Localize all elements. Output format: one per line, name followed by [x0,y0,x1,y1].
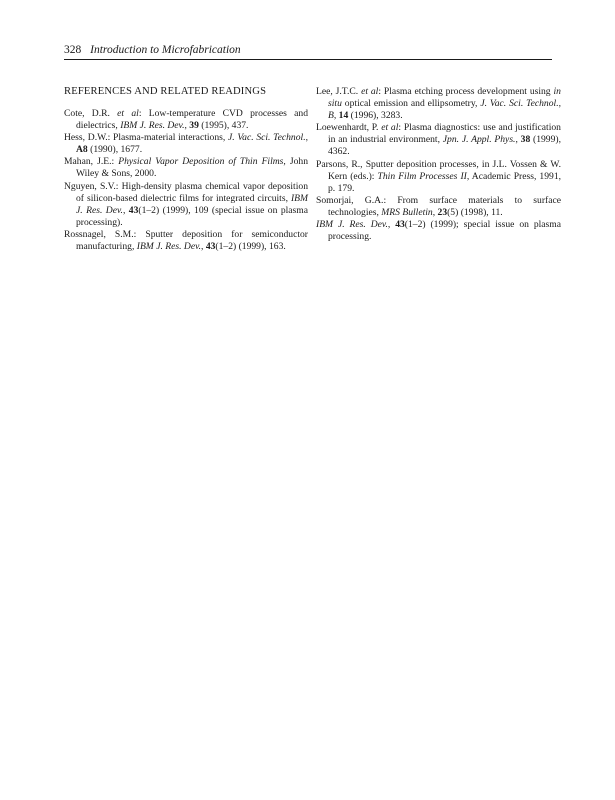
reference-entry: Cote, D.R. et al: Low-temperature CVD processes and dielectrics, IBM J. Res. Dev., 39 (1995), 437. [64,108,308,132]
section-heading: REFERENCES AND RELATED READINGS [64,86,267,97]
header-rule [64,59,552,60]
reference-entry: Mahan, J.E.: Physical Vapor Deposition of Thin Films, John Wiley & Sons, 2000. [64,156,308,180]
reference-entry: Lee, J.T.C. et al: Plasma etching process development using in situ optical emission and ellipsometry, J. Vac. Sci. Technol., B, 14 (1996), 3283. [316,86,561,122]
right-column [316,86,561,243]
reference-entry: IBM J. Res. Dev., 43(1–2) (1999); special issue on plasma processing. [316,219,562,243]
reference-entry: Parsons, R., Sputter deposition processes, in J.L. Vossen & W. Kern (eds.): Thin Film Processes II, Academic Press, 1991, p. 179. [316,158,562,194]
reference-entry: Loewenhardt, P. et al: Plasma diagnostics: use and justification in an industrial environment, Jpn. J. Appl. Phys., 38 (1999), 4362. [316,122,561,158]
reference-entry: Hess, D.W.: Plasma-material interactions, J. Vac. Sci. Technol., A8 (1990), 1677. [64,132,308,156]
running-header [64,44,552,57]
reference-entry: Nguyen, S.V.: High-density plasma chemical vapor deposition of silicon-based dielectric films for integrated circuits, IBM J. Res. Dev., 43(1–2) (1999), 109 (special issue on plasma processing). [64,180,309,228]
running-title: Introduction to Microfabrication [90,44,241,56]
reference-entry: Somorjai, G.A.: From surface materials to surface technologies, MRS Bulletin, 23(5) (1998), 11. [316,194,561,218]
left-column [64,85,308,253]
page-number: 328 [64,44,82,56]
reference-entry: Rossnagel, S.M.: Sputter deposition for semiconductor manufacturing, IBM J. Res. Dev., 43(1–2) (1999), 163. [64,228,308,253]
